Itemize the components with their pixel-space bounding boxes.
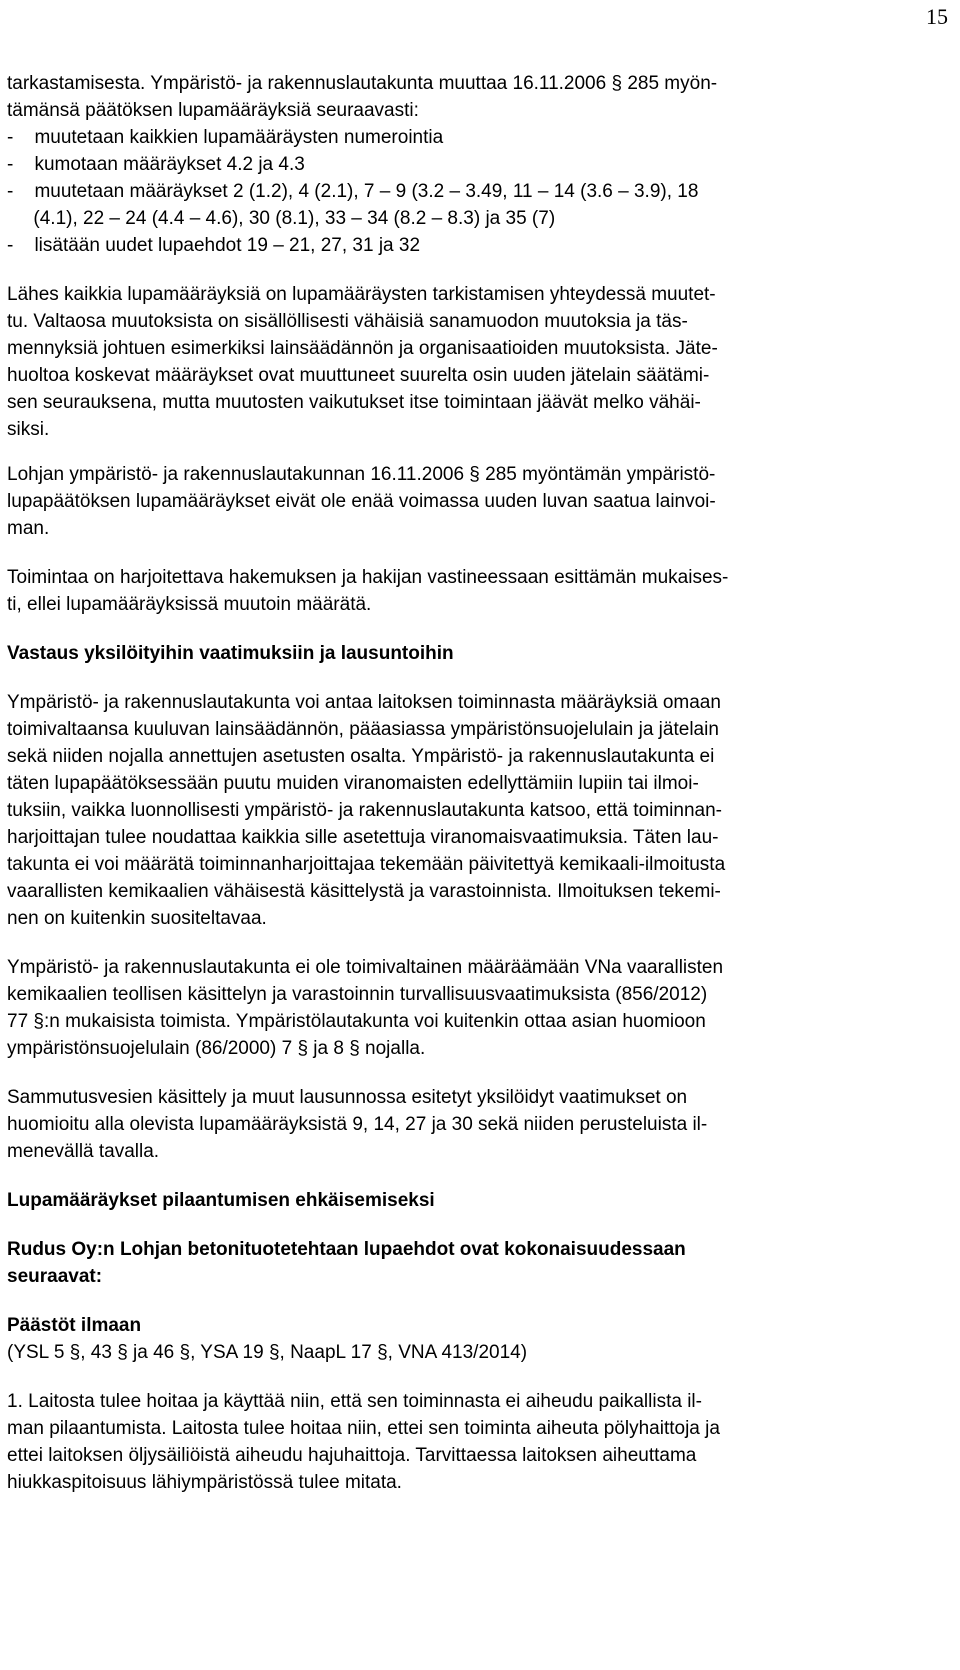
text-line: Toimintaa on harjoitettava hakemuksen ja hakijan vastineessaan esittämän mukaises- — [7, 567, 729, 588]
text-line: toimivaltaansa kuuluvan lainsäädännön, pääasiassa ympäristönsuojelulain ja jätelain — [7, 719, 719, 740]
text-line: Päästöt ilmaan — [7, 1315, 142, 1336]
text-line: lupapäätöksen lupamääräykset eivät ole enää voimassa uuden luvan saatua lainvoi- — [7, 491, 716, 512]
paragraph-gap — [7, 1290, 947, 1312]
text-line: hiukkaspitoisuus lähiympäristössä tulee mitata. — [7, 1472, 402, 1493]
paragraph — [7, 461, 947, 542]
text-line: Rudus Oy:n Lohjan betonituotetehtaan lupaehdot ovat kokonaisuudessaan — [7, 1239, 686, 1260]
paragraph-gap — [7, 443, 947, 461]
text-line: ympäristönsuojelulain (86/2000) 7 § ja 8 § nojalla. — [7, 1038, 426, 1059]
text-line: man pilaantumista. Laitosta tulee hoitaa niin, ettei sen toiminta aiheuta pölyhaittoja ja — [7, 1418, 720, 1439]
text-line: Lähes kaikkia lupamääräyksiä on lupamääräysten tarkistamisen yhteydessä muutet- — [7, 284, 716, 305]
paragraph-gap — [7, 932, 947, 954]
text-line: 1. Laitosta tulee hoitaa ja käyttää niin, että sen toiminnasta ei aiheudu paikallista il- — [7, 1391, 702, 1412]
text-line: täten lupapäätöksessään puutu muiden viranomaisten edellyttämiin lupiin tai ilmoi- — [7, 773, 699, 794]
text-line: - kumotaan määräykset 4.2 ja 4.3 — [7, 154, 305, 175]
paragraph — [7, 70, 947, 259]
text-line: sen seurauksena, mutta muutosten vaikutukset itse toimintaan jäävät melko vähäi- — [7, 392, 701, 413]
text-line: tarkastamisesta. Ympäristö- ja rakennuslautakunta muuttaa 16.11.2006 § 285 myön- — [7, 73, 718, 94]
section-heading — [7, 1187, 947, 1214]
text-line: tu. Valtaosa muutoksista on sisällöllisesti vähäisiä sanamuodon muutoksia ja täs- — [7, 311, 688, 332]
text-line: siksi. — [7, 419, 50, 440]
text-line: Sammutusvesien käsittely ja muut lausunnossa esitetyt yksilöidyt vaatimukset on — [7, 1087, 688, 1108]
text-line: Lohjan ympäristö- ja rakennuslautakunnan 16.11.2006 § 285 myöntämän ympäristö- — [7, 464, 716, 485]
section-heading — [7, 640, 947, 667]
text-line: Ympäristö- ja rakennuslautakunta ei ole toimivaltainen määräämään VNa vaarallisten — [7, 957, 724, 978]
text-line: tämänsä päätöksen lupamääräyksiä seuraavasti: — [7, 100, 419, 121]
paragraph — [7, 1388, 947, 1496]
text-line: vaarallisten kemikaalien vähäisestä käsittelystä ja varastoinnista. Ilmoituksen tekemi- — [7, 881, 721, 902]
paragraph-gap — [7, 667, 947, 689]
paragraph-gap — [7, 1214, 947, 1236]
text-line: kemikaalien teollisen käsittelyn ja varastoinnin turvallisuusvaatimuksista (856/2012) — [7, 984, 708, 1005]
text-line: (YSL 5 §, 43 § ja 46 §, YSA 19 §, NaapL 17 §, VNA 413/2014) — [7, 1342, 528, 1363]
section-heading — [7, 1236, 947, 1290]
document-body — [7, 70, 947, 1496]
text-line: - muutetaan määräykset 2 (1.2), 4 (2.1), 7 – 9 (3.2 – 3.49, 11 – 14 (3.6 – 3.9), 18 — [7, 181, 699, 202]
text-line: menevällä tavalla. — [7, 1141, 160, 1162]
paragraph — [7, 1084, 947, 1165]
paragraph — [7, 281, 947, 443]
text-line: harjoittajan tulee noudattaa kaikkia sille asetettuja viranomaisvaatimuksia. Täten lau- — [7, 827, 719, 848]
text-line: nen on kuitenkin suositeltavaa. — [7, 908, 267, 929]
paragraph — [7, 564, 947, 618]
text-line: (4.1), 22 – 24 (4.4 – 4.6), 30 (8.1), 33 – 34 (8.2 – 8.3) ja 35 (7) — [7, 208, 556, 229]
section-heading — [7, 1312, 947, 1339]
text-line: 77 §:n mukaisista toimista. Ympäristölautakunta voi kuitenkin ottaa asian huomioon — [7, 1011, 706, 1032]
text-line: mennyksiä johtuen esimerkiksi lainsäädännön ja organisaatioiden muutoksista. Jäte- — [7, 338, 718, 359]
text-line: man. — [7, 518, 50, 539]
paragraph-gap — [7, 618, 947, 640]
text-line: Ympäristö- ja rakennuslautakunta voi antaa laitoksen toiminnasta määräyksiä omaan — [7, 692, 721, 713]
paragraph-gap — [7, 1366, 947, 1388]
text-line: - lisätään uudet lupaehdot 19 – 21, 27, 31 ja 32 — [7, 235, 421, 256]
text-line: seuraavat: — [7, 1266, 103, 1287]
text-line: - muutetaan kaikkien lupamääräysten numerointia — [7, 127, 444, 148]
paragraph-gap — [7, 1062, 947, 1084]
text-line: sekä niiden nojalla annettujen asetusten osalta. Ympäristö- ja rakennuslautakunta ei — [7, 746, 715, 767]
text-line: ti, ellei lupamääräyksissä muutoin määrätä. — [7, 594, 372, 615]
paragraph — [7, 689, 947, 932]
text-line: takunta ei voi määrätä toiminnanharjoittajaa tekemään päivitettyä kemikaali-ilmoitusta — [7, 854, 726, 875]
page-number: 15 — [926, 4, 948, 29]
text-line: huomioitu alla olevista lupamääräyksistä 9, 14, 27 ja 30 sekä niiden perusteluista il- — [7, 1114, 708, 1135]
paragraph-gap — [7, 1165, 947, 1187]
text-line: Vastaus yksilöityihin vaatimuksiin ja lausuntoihin — [7, 643, 454, 664]
paragraph-gap — [7, 542, 947, 564]
paragraph — [7, 954, 947, 1062]
paragraph-gap — [7, 259, 947, 281]
paragraph — [7, 1339, 947, 1366]
text-line: ettei laitoksen öljysäiliöistä aiheudu hajuhaittoja. Tarvittaessa laitoksen aiheuttama — [7, 1445, 697, 1466]
text-line: Lupamääräykset pilaantumisen ehkäisemiseksi — [7, 1190, 435, 1211]
text-line: huoltoa koskevat määräykset ovat muuttuneet suurelta osin uuden jätelain säätämi- — [7, 365, 710, 386]
text-line: tuksiin, vaikka luonnollisesti ympäristö- ja rakennuslautakunta katsoo, että toiminnan- — [7, 800, 722, 821]
